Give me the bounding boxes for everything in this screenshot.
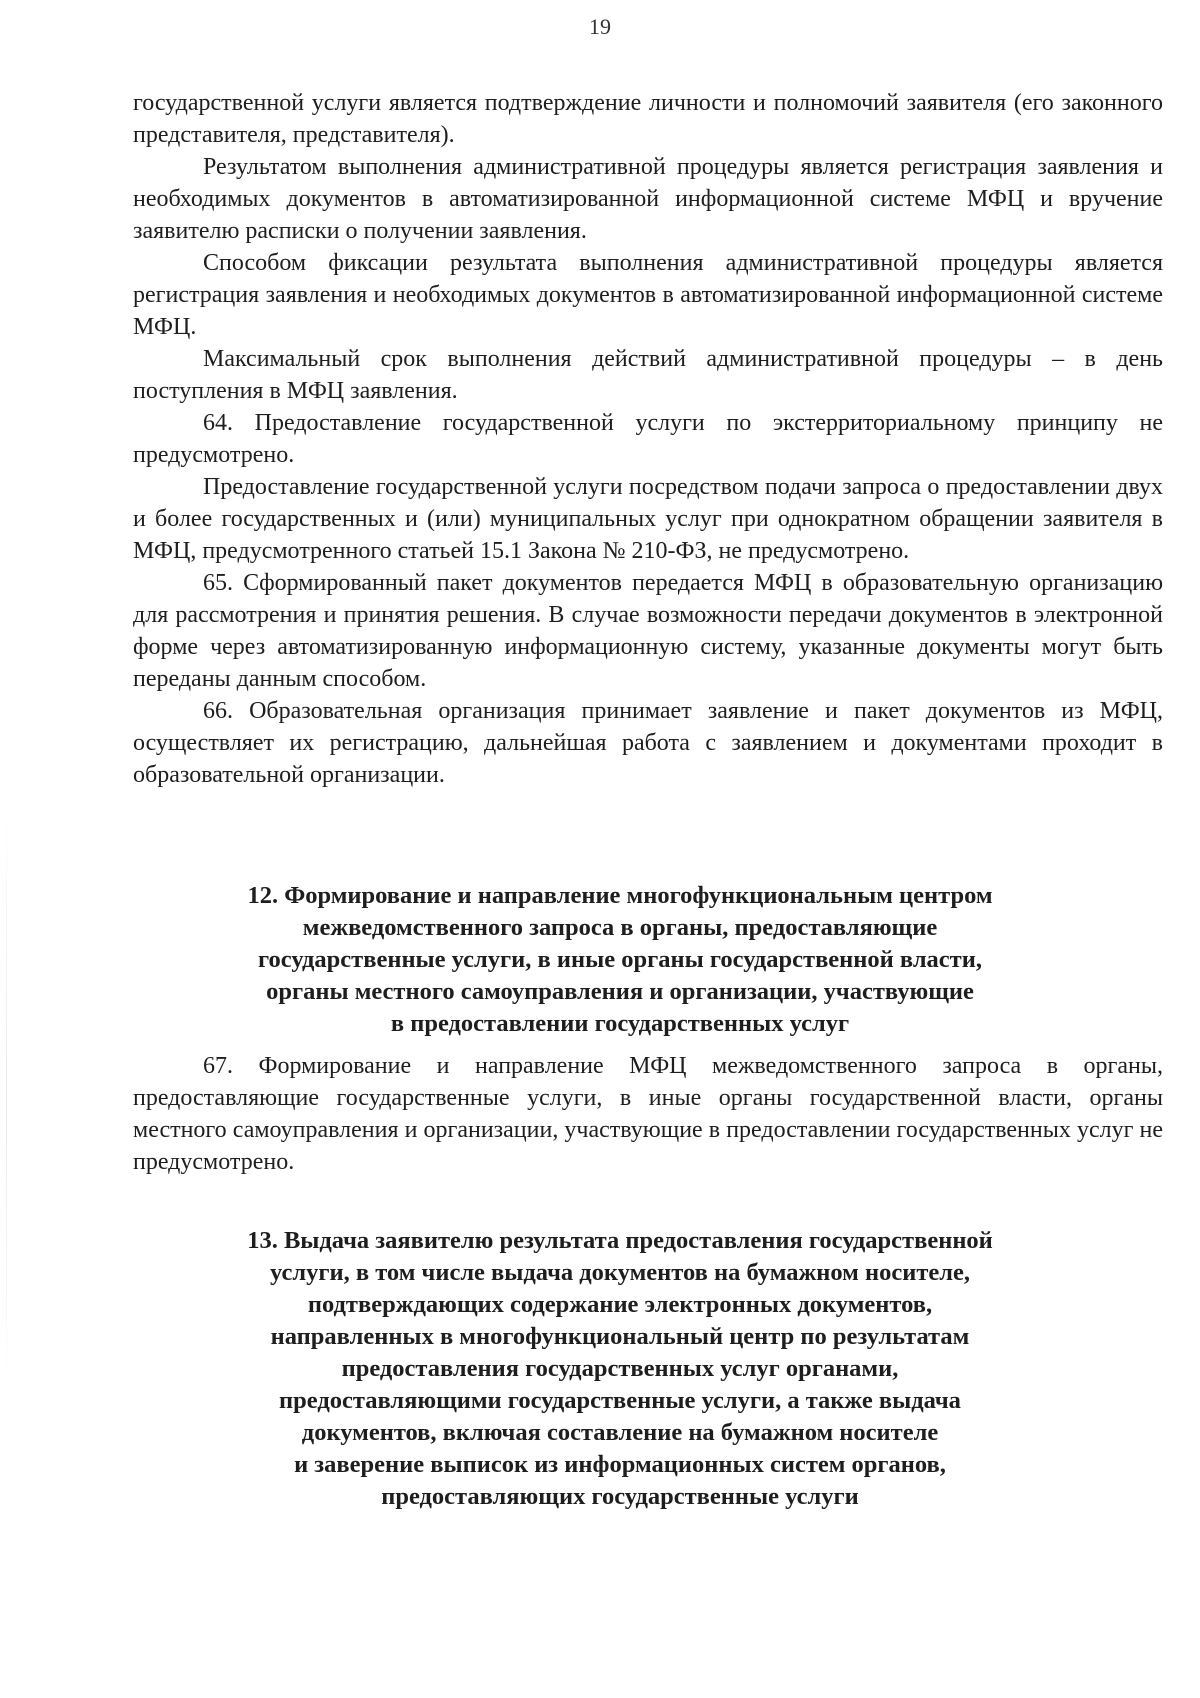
heading-line: услуги, в том числе выдача документов на бумажном носителе, [269,1259,970,1286]
heading-line: государственные услуги, в иные органы государственной власти, [258,946,982,973]
page-number: 19 [589,14,611,39]
heading-line: документов, включая составление на бумажном носителе [301,1419,939,1446]
paragraph-66: 66. Образовательная организация принимает заявление и пакет документов из МФЦ, осуществляет их регистрацию, дальнейшая работа с заявлением и документами проходит в образовательной организации. [133,698,1163,788]
paragraph-67: 67. Формирование и направление МФЦ межведомственного запроса в органы, предоставляющие государственные услуги, в иные органы государственной власти, органы местного самоуправления и организации, участвующие в предоставлении государственных услуг не предусмотрено. [133,1053,1163,1175]
heading-line: предоставляющими государственные услуги, а также выдача [279,1387,961,1414]
heading-line: предоставляющих государственные услуги [381,1483,859,1510]
heading-line: органы местного самоуправления и организации, участвующие [266,978,974,1005]
section-13-heading [200,1225,1040,1513]
paragraph-complex-request: Предоставление государственной услуги посредством подачи запроса о предоставлении двух и более государственных и (или) муниципальных услуг при однократном обращении заявителя в МФЦ, предусмотренного статьей 15.1 Закона № 210-ФЗ, не предусмотрено. [133,474,1163,564]
section-12-heading [200,880,1040,1040]
heading-line: предоставления государственных услуг органами, [341,1355,899,1382]
heading-line: в предоставлении государственных услуг [390,1010,850,1037]
heading-line: 13. Выдача заявителю результата предоставления государственной [247,1227,993,1254]
paragraph-result: Результатом выполнения административной процедуры является регистрация заявления и необходимых документов в автоматизированной информационной системе МФЦ и вручение заявителю расписки о получении заявления. [133,154,1163,244]
body-text-top [133,87,1163,791]
paragraph-64: 64. Предоставление государственной услуги по экстерриториальному принципу не предусмотрено. [133,410,1163,468]
heading-line: и заверение выписок из информационных систем органов, [294,1451,946,1478]
heading-line: направленных в многофункциональный центр по результатам [270,1323,970,1350]
paragraph-continuation: государственной услуги является подтверждение личности и полномочий заявителя (его законного представителя, представителя). [133,90,1163,148]
heading-line: межведомственного запроса в органы, предоставляющие [302,914,938,941]
body-text-section-12 [133,1050,1163,1178]
scan-edge-artifact [6,800,7,1400]
heading-line: подтверждающих содержание электронных документов, [307,1291,933,1318]
paragraph-max-term: Максимальный срок выполнения действий административной процедуры – в день поступления в МФЦ заявления. [133,346,1163,404]
heading-line: 12. Формирование и направление многофункциональным центром [247,882,993,909]
paragraph-fixation: Способом фиксации результата выполнения административной процедуры является регистрация заявления и необходимых документов в автоматизированной информационной системе МФЦ. [133,250,1163,340]
paragraph-65: 65. Сформированный пакет документов передается МФЦ в образовательную организацию для рассмотрения и принятия решения. В случае возможности передачи документов в электронной форме через автоматизированную информационную систему, указанные документы могут быть переданы данным способом. [133,570,1163,692]
